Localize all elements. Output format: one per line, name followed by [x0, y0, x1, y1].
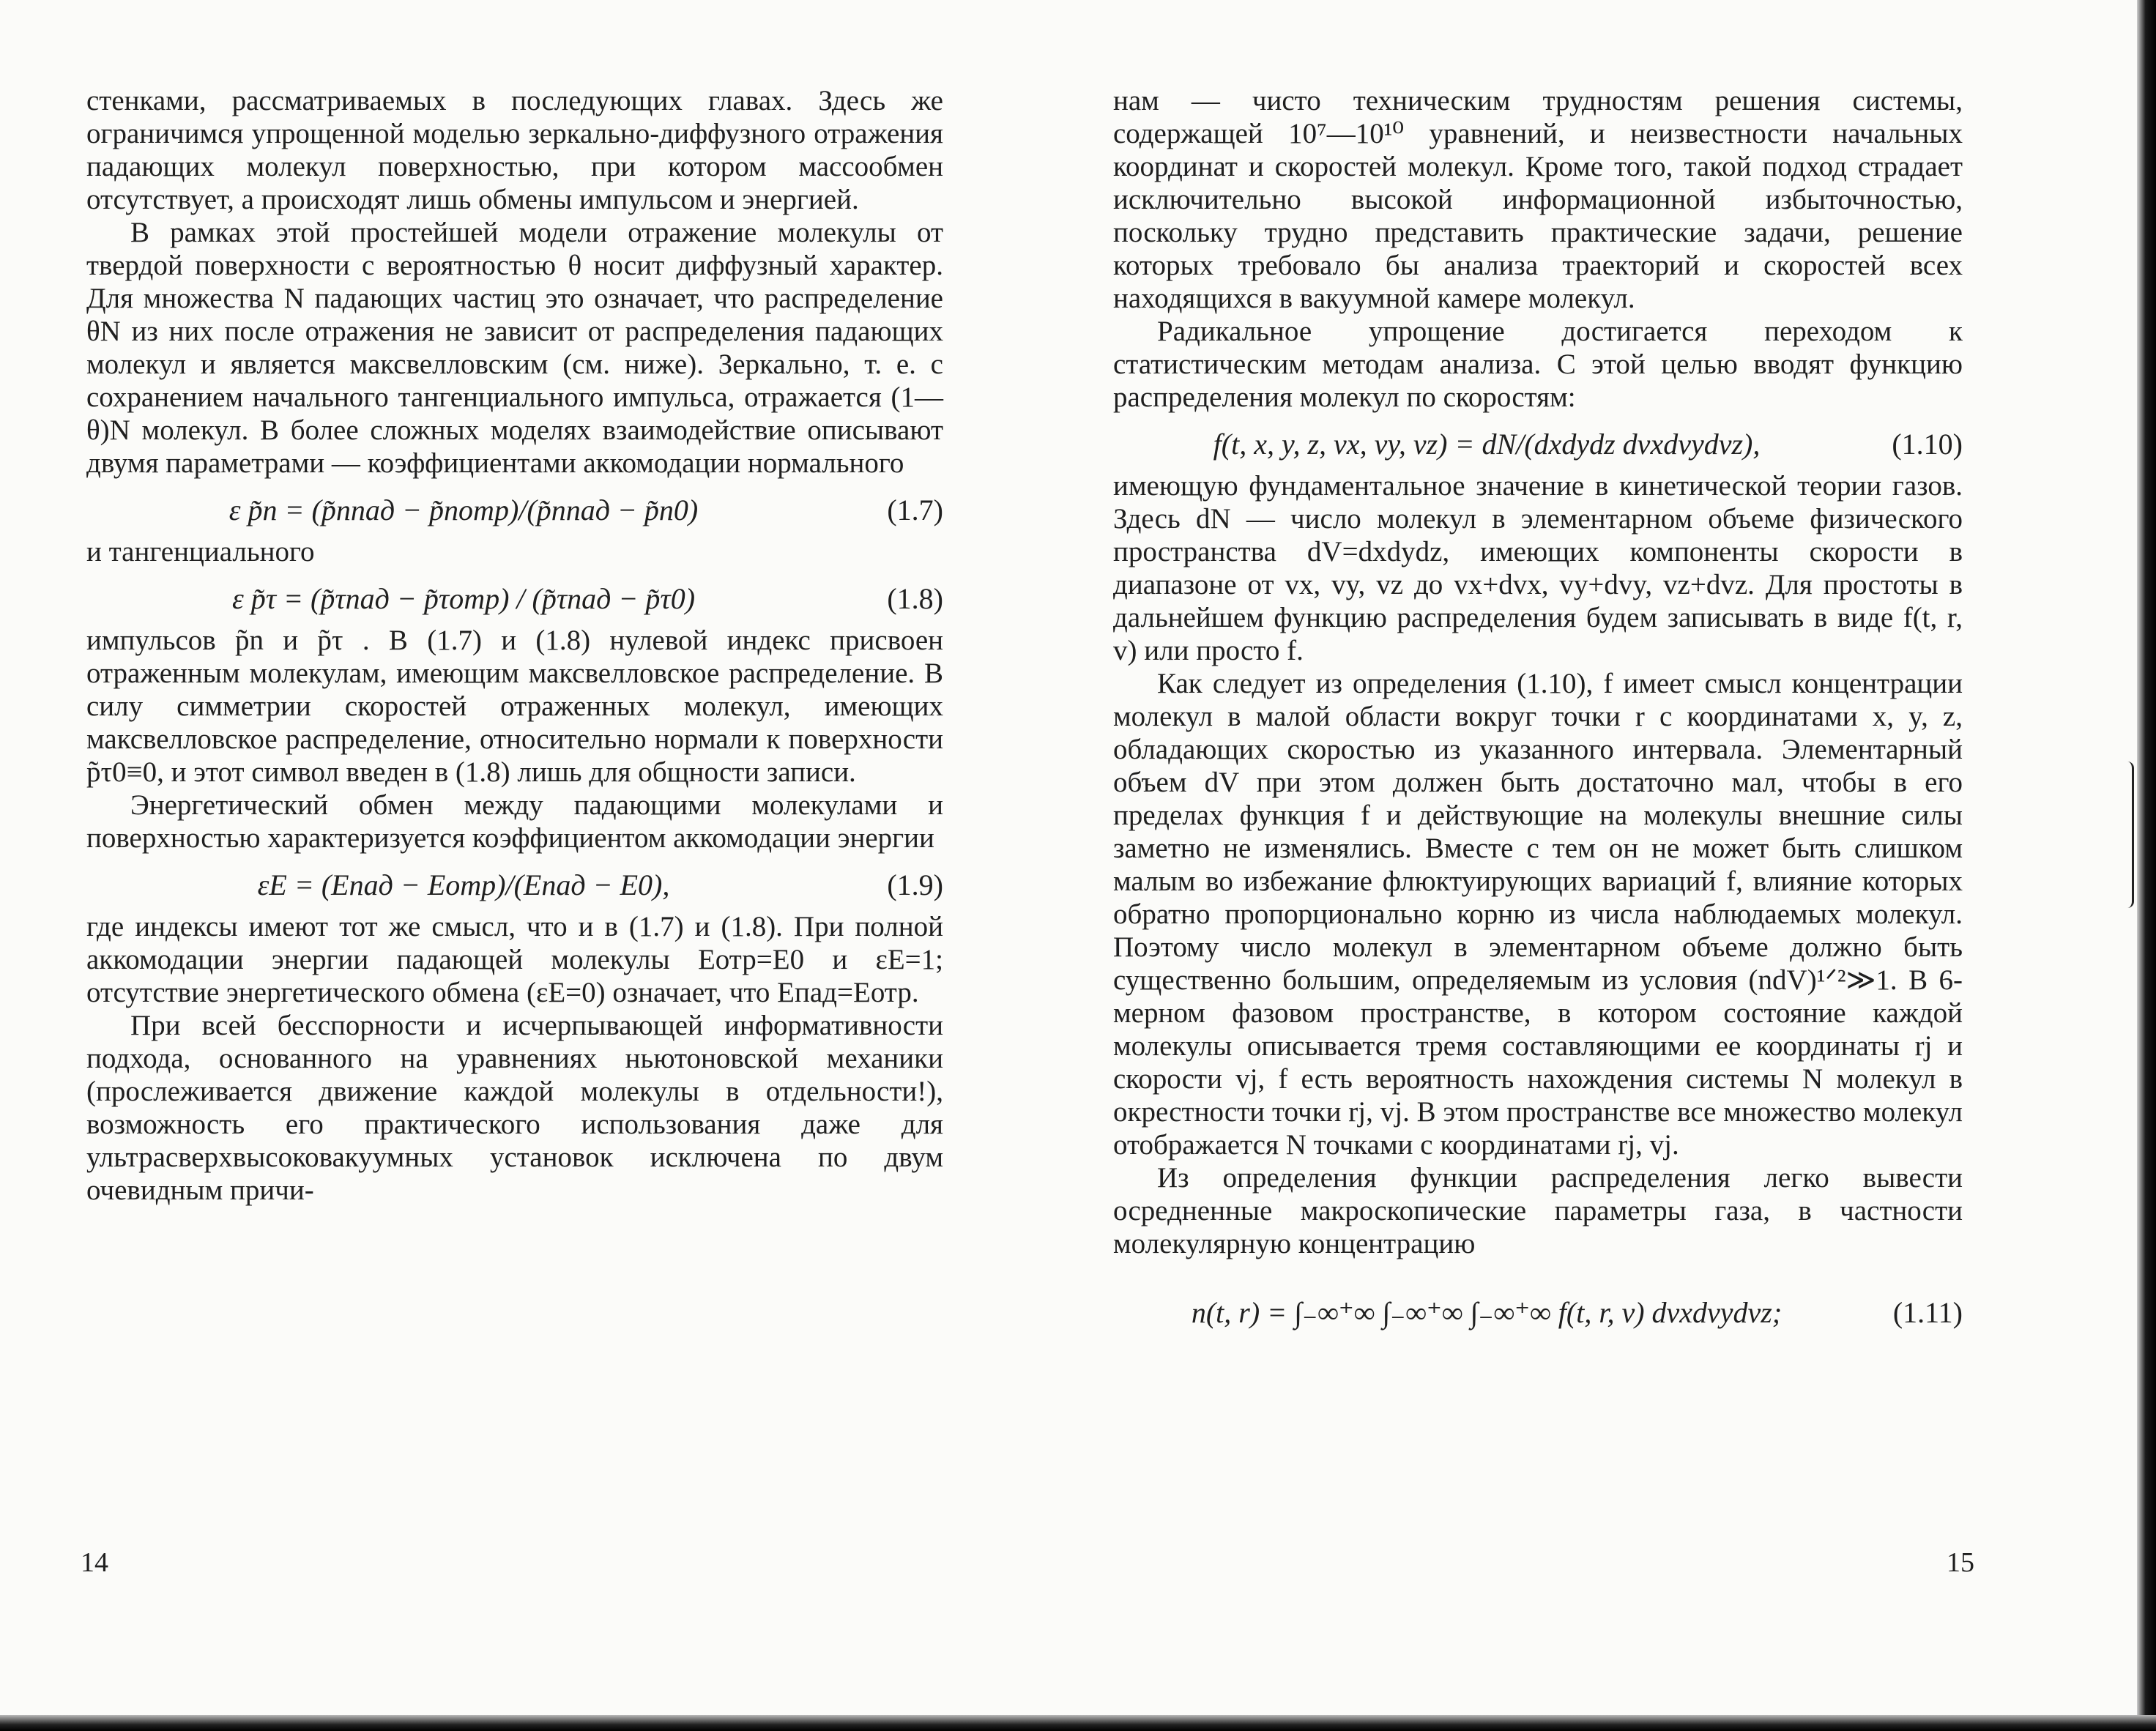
- formula-1-11: [1113, 1260, 1963, 1348]
- paragraph: импульсов p̃n и p̃τ . В (1.7) и (1.8) нулевой индекс присвоен отраженным молекулам, имеющим максвелловское распределение. В силу симметрии скоростей отраженных молекул, имеющих максвелловское распределение, относительно нормали к поверхности p̃τ0≡0, и этот символ введен в (1.8) лишь для общности записи.: [86, 625, 943, 788]
- paragraph: В рамках этой простейшей модели отражение молекулы от твердой поверхности с вероятностью θ носит диффузный характер. Для множества N падающих частиц это означает, что распределение θN из них после отражения не зависит от распределения падающих молекул и является максвелловским (см. ниже). Зеркально, т. е. с сохранением начального тангенциального импульса, отражается (1—θ)N молекул. В более сложных моделях взаимодействие описывают двумя параметрами — коэффициентами аккомодации нормального: [86, 217, 943, 479]
- formula-text: ε p̃n = (p̃nпад − p̃nотр)/(p̃nпад − p̃n0): [228, 494, 699, 526]
- scan-edge-shadow: [2137, 0, 2156, 1731]
- paragraph: стенками, рассматриваемых в последующих главах. Здесь же ограничимся упрощенной моделью зеркально-диффузного отражения падающих молекул поверхностью, при котором массообмен отсутствует, а происходят лишь обмены импульсом и энергией.: [86, 85, 943, 215]
- paragraph: где индексы имеют тот же смысл, что и в (1.7) и (1.8). При полной аккомодации энергии падающей молекулы Eотр=E0 и εE=1; отсутствие энергетического обмена (εE=0) означает, что Eпад=Eотр.: [86, 911, 943, 1008]
- formula-text: n(t, r) = ∫₋∞⁺∞ ∫₋∞⁺∞ ∫₋∞⁺∞ f(t, r, v) dvxdvydvz;: [1191, 1296, 1783, 1329]
- formula-text: εE = (Eпад − Eотр)/(Eпад − E0),: [257, 868, 670, 901]
- right-page: [1113, 84, 1963, 1348]
- formula-text: ε p̃τ = (p̃τпад − p̃τотр) / (p̃τпад − p̃τ0): [231, 582, 696, 615]
- equation-number: (1.11): [1892, 1296, 1963, 1329]
- paragraph: Энергетический обмен между падающими молекулами и поверхностью характеризуется коэффициентом аккомодации энергии: [86, 789, 943, 854]
- equation-number: (1.10): [1892, 428, 1963, 461]
- page-number: 14: [81, 1547, 108, 1578]
- paragraph: Радикальное упрощение достигается переходом к статистическим методам анализа. С этой целью вводят функцию распределения молекул по скоростям:: [1113, 316, 1963, 413]
- formula-1-7: [86, 480, 943, 535]
- paragraph: Из определения функции распределения легко вывести осредненные макроскопические параметры газа, в частности молекулярную концентрацию: [1113, 1162, 1963, 1259]
- scan-edge-mark: [2127, 762, 2134, 908]
- paragraph: Как следует из определения (1.10), f имеет смысл концентрации молекул в малой области вокруг точки r с координатами x, y, z, обладающих скоростью из указанного интервала. Элементарный объем dV при этом должен быть достаточно мал, чтобы в его пределах функция f и действующие на молекулы внешние силы заметно не изменялись. Вместе с тем он не может быть слишком малым во избежание флюктуирующих вариаций f, влияние которых обратно пропорционально корню из числа наблюдаемых молекул. Поэтому число молекул в элементарном объеме должно быть существенно большим, определяемым из условия (ndV)¹ᐟ²≫1. В 6-мерном фазовом пространстве, в котором состояние каждой молекулы описывается тремя составляющими ее координаты rj и скорости vj, f есть вероятность нахождения системы N молекул в окрестности точки rj, vj. В этом пространстве все множество молекул отображается N точками с координатами rj, vj.: [1113, 668, 1963, 1161]
- equation-number: (1.7): [887, 494, 943, 526]
- paragraph: и тангенциального: [86, 536, 315, 567]
- page-number: 15: [1947, 1547, 1974, 1578]
- equation-number: (1.9): [887, 868, 943, 901]
- paragraph: При всей бесспорности и исчерпывающей информативности подхода, основанного на уравнениях ньютоновской механики (прослеживается движение каждой молекулы в отдельности!), возможность его практического использования даже для ультрасверхвысоковакуумных установок исключена по двум очевидным причи-: [86, 1010, 943, 1206]
- formula-1-8: [86, 568, 943, 624]
- left-page: [86, 84, 943, 1207]
- equation-number: (1.8): [887, 582, 943, 615]
- scan-bottom-edge: [0, 1715, 2156, 1731]
- formula-1-10: [1113, 414, 1963, 469]
- paragraph: имеющую фундаментальное значение в кинетической теории газов. Здесь dN — число молекул в элементарном объеме физического пространства dV=dxdydz, имеющих компоненты скорости в диапазоне от vx, vy, vz до vx+dvx, vy+dvy, vz+dvz. Для простоты в дальнейшем функцию распределения будем записывать в виде f(t, r, v) или просто f.: [1113, 470, 1963, 666]
- formula-1-9: [86, 855, 943, 910]
- formula-text: f(t, x, y, z, vx, vy, vz) = dN/(dxdydz dvxdvydvz),: [1213, 428, 1761, 461]
- paragraph: нам — чисто техническим трудностям решения системы, содержащей 10⁷—10¹⁰ уравнений, и неизвестности начальных координат и скоростей молекул. Кроме того, такой подход страдает исключительно высокой информационной избыточностью, поскольку трудно представить практические задачи, решение которых требовало бы анализа траекторий и скоростей всех находящихся в вакуумной камере молекул.: [1113, 85, 1963, 314]
